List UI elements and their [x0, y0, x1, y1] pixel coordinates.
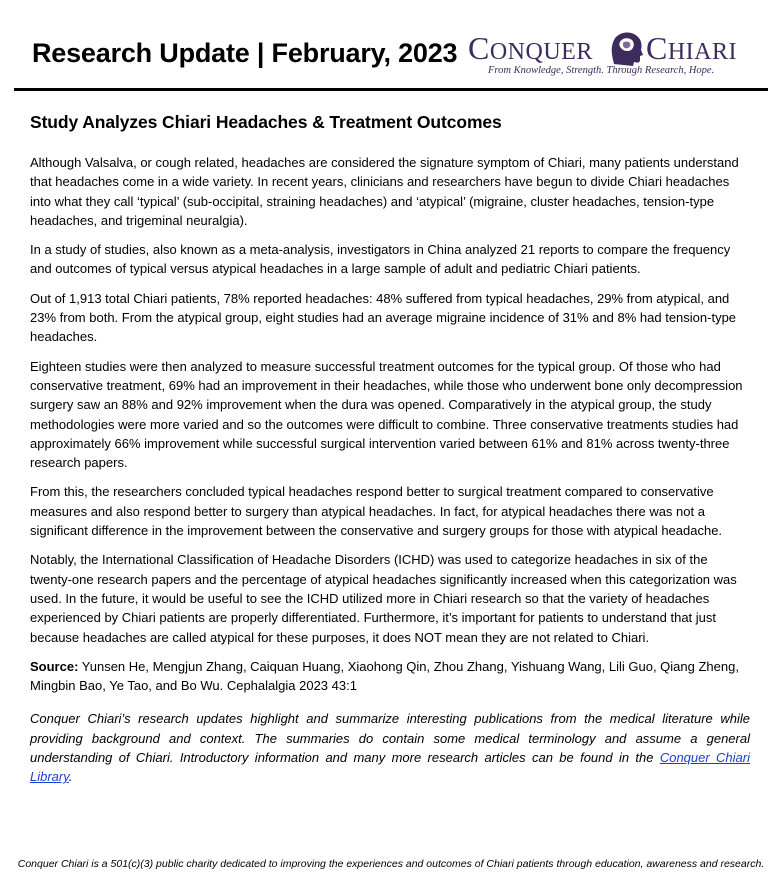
article-paragraph: Although Valsalva, or cough related, headaches are considered the signature symptom of Chiari, many patients understand that headaches come in a wide variety. In recent years, clinicians and researchers have begun to divide Chiari headaches into what they call ‘typical’ (sub-occipital, straining headaches) and ‘atypical’ (migraine, cluster headaches, tension-type headaches, and trigeminal neuralgia).	[30, 155, 739, 228]
disclaimer-end: .	[68, 769, 73, 785]
article-paragraph: From this, the researchers concluded typical headaches respond better to surgical treatment compared to conservative measures and also respond better to surgery than atypical headaches. In fact, for atypical headaches there was not a significant difference in the improvement between the conservative and surgery groups for those with atypical headache.	[30, 484, 723, 539]
source-citation	[30, 657, 750, 696]
conquer-chiari-library-link[interactable]: Conquer Chiari Library	[30, 750, 750, 785]
disclaimer-text: Conquer Chiari’s research updates highlight and summarize interesting publications from the medical literature while providing background and context. The summaries do contain some medical terminology and assume a general understanding of Chiari. Introductory information and many more research articles can be found in the	[30, 711, 750, 766]
article-title: Study Analyzes Chiari Headaches & Treatment Outcomes	[30, 112, 502, 132]
source-label: Source:	[30, 658, 79, 674]
logo-word-chiari	[646, 30, 737, 67]
conquer-chiari-logo	[468, 26, 758, 82]
article	[30, 112, 750, 787]
article-paragraph: In a study of studies, also known as a meta-analysis, investigators in China analyzed 21 reports to compare the frequency and outcomes of typical versus atypical headaches in a large sample of adult and pediatric Chiari patients.	[30, 242, 731, 277]
head-silhouette-logo-icon	[606, 28, 646, 68]
header-divider	[14, 88, 768, 91]
logo-initial-c: C	[468, 30, 490, 66]
article-paragraph: Out of 1,913 total Chiari patients, 78% reported headaches: 48% suffered from typical headaches, 29% from atypical, and 23% from both. From the atypical group, eight studies had an average migraine incidence of 31% and 8% had tension-type headaches.	[30, 290, 737, 345]
article-paragraph: Eighteen studies were then analyzed to measure successful treatment outcomes for the typical group. Of those who had conservative treatment, 69% had an improvement in their headaches, while those who underwent bone only decompression surgery saw an 88% and 92% improvement when the dura was opened. Comparatively in the atypical group, the study methodologies were more varied and so the outcomes were difficult to combine. Three conservative treatments studies had approximately 66% improvement while successful surgical intervention varied between 61% and 81% across twenty-three research papers.	[30, 358, 743, 471]
source-text: Yunsen He, Mengjun Zhang, Caiquan Huang, Xiaohong Qin, Zhou Zhang, Yishuang Wang, Lili Guo, Qiang Zheng, Mingbin Bao, Ye Tao, and Bo Wu. Cephalalgia 2023 43:1	[30, 658, 739, 694]
page-header	[0, 0, 782, 100]
logo-initial-c2: C	[646, 30, 668, 66]
page-title: Research Update | February, 2023	[32, 38, 458, 68]
logo-rest-conquer: ONQUER	[489, 39, 593, 65]
logo-rest-chiari: HIARI	[667, 39, 737, 65]
article-paragraph: Notably, the International Classification of Headache Disorders (ICHD) was used to categorize headaches in six of the twenty-one research papers and the percentage of atypical headaches significantly increased when this categorization was used. In the future, it would be useful to see the ICHD utilized more in Chiari research so that the variety of headaches experienced by Chiari patients are properly differentiated. Furthermore, it’s important for patients to understand that just because headaches are called atypical for these purposes, it does NOT mean they are not related to Chiari.	[30, 552, 737, 645]
disclaimer	[30, 709, 750, 786]
page-footer: Conquer Chiari is a 501(c)(3) public charity dedicated to improving the experiences and outcomes of Chiari patients through education, awareness and research.	[17, 858, 765, 870]
logo-word-conquer	[468, 30, 593, 67]
logo-tagline: From Knowledge, Strength. Through Research, Hope.	[488, 65, 715, 76]
